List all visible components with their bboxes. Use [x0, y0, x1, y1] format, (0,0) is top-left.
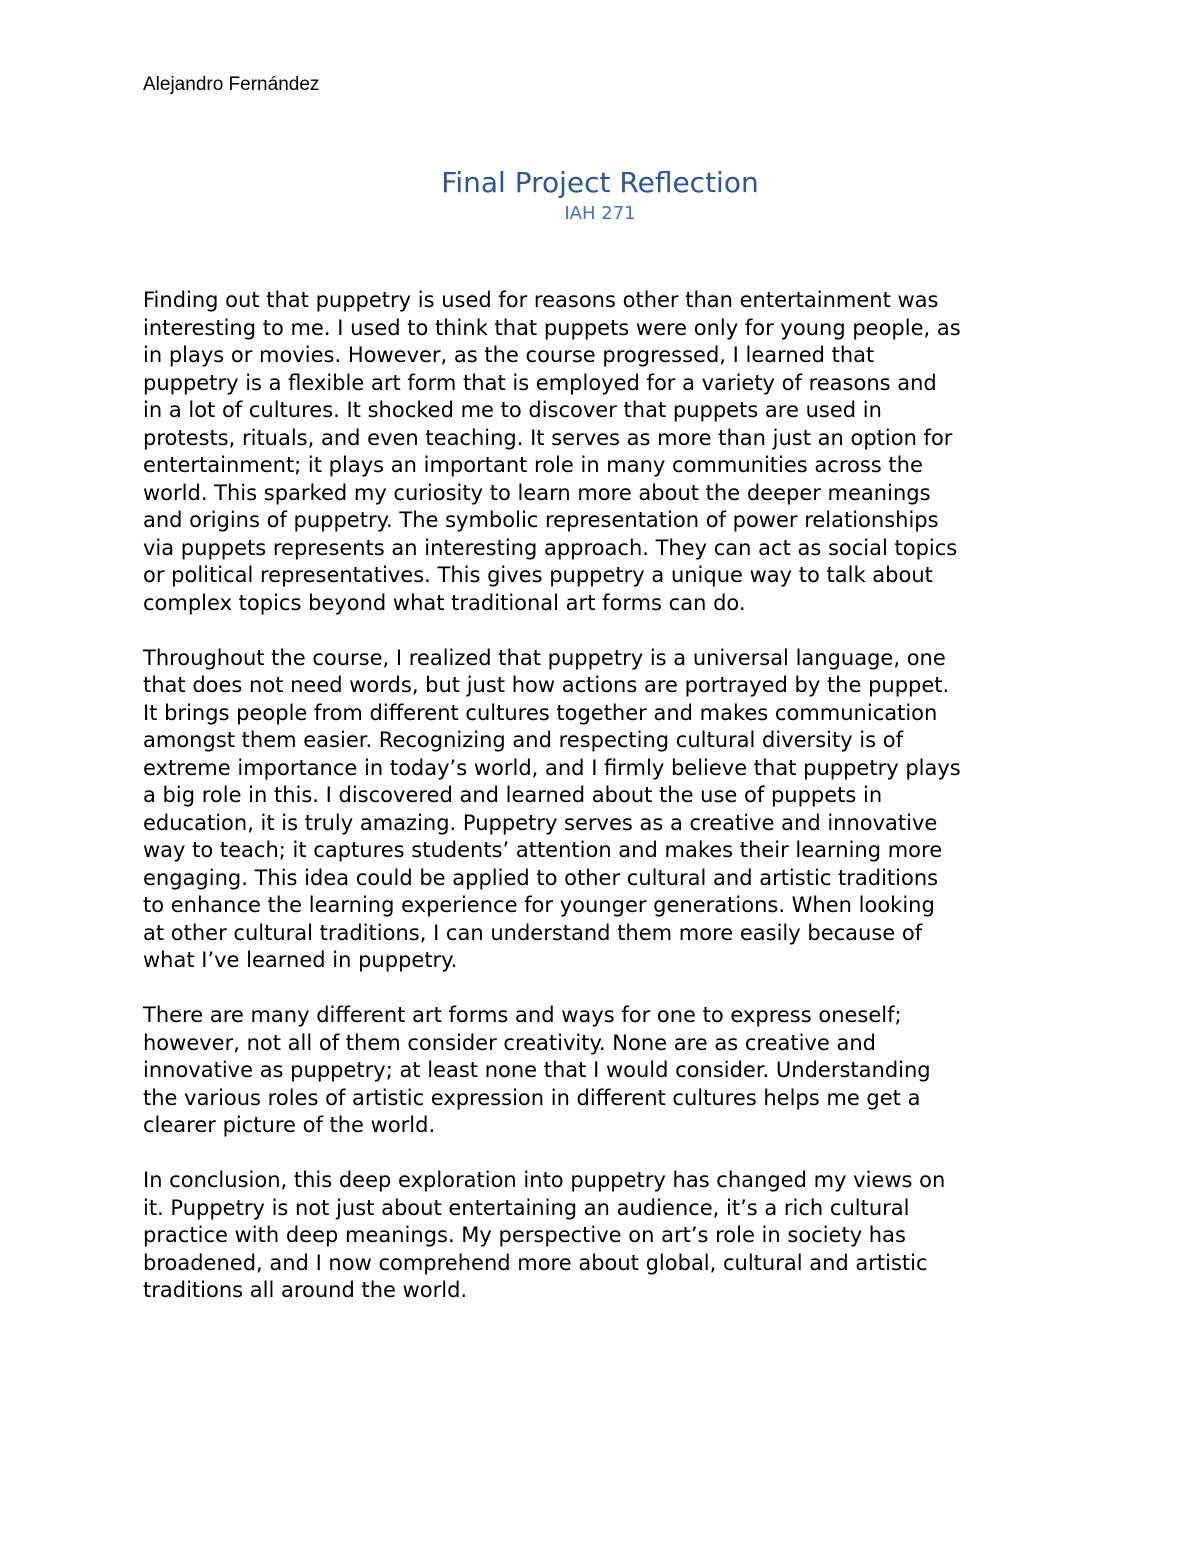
paragraph-line: In conclusion, this deep exploration into puppetry has changed my views on [143, 1168, 946, 1192]
title-block [0, 164, 1200, 226]
paragraph-line: protests, rituals, and even teaching. It serves as more than just an option for [143, 425, 953, 450]
paragraph-line: via puppets represents an interesting approach. They can act as social topics [143, 535, 958, 560]
paragraph-line: however, not all of them consider creativity. None are as creative and [143, 1030, 876, 1055]
document-title: Final Project Reflection [441, 166, 759, 199]
body-paragraph [143, 287, 1073, 617]
paragraph-line: extreme importance in today’s world, and I firmly believe that puppetry plays [143, 755, 961, 780]
paragraph-line: in a lot of cultures. It shocked me to discover that puppets are used in [143, 398, 882, 422]
paragraph-line: entertainment; it plays an important role in many communities across the [143, 453, 923, 477]
paragraph-line: at other cultural traditions, I can understand them more easily because of [143, 920, 923, 945]
paragraph-line: clearer picture of the world. [143, 1113, 436, 1137]
paragraph-line: It brings people from different cultures together and makes communication [143, 700, 938, 725]
paragraph-line: There are many different art forms and ways for one to express oneself; [143, 1003, 902, 1027]
paragraph-line: interesting to me. I used to think that puppets were only for young people, as [143, 315, 961, 340]
document-body [143, 287, 1073, 1332]
paragraph-line: or political representatives. This gives puppetry a unique way to talk about [143, 563, 933, 587]
document-subtitle: IAH 271 [564, 203, 636, 224]
paragraph-line: the various roles of artistic expression in different cultures helps me get a [143, 1085, 921, 1110]
paragraph-line: education, it is truly amazing. Puppetry serves as a creative and innovative [143, 810, 938, 835]
paragraph-line: way to teach; it captures students’ attention and makes their learning more [143, 838, 943, 862]
paragraph-line: engaging. This idea could be applied to other cultural and artistic traditions [143, 865, 939, 890]
paragraph-line: a big role in this. I discovered and learned about the use of puppets in [143, 783, 883, 807]
body-paragraph [143, 1002, 1073, 1140]
paragraph-line: practice with deep meanings. My perspective on art’s role in society has [143, 1223, 906, 1247]
body-paragraph [143, 1167, 1073, 1305]
paragraph-line: innovative as puppetry; at least none that I would consider. Understanding [143, 1058, 931, 1082]
paragraph-line: Throughout the course, I realized that puppetry is a universal language, one [143, 645, 946, 670]
paragraph-line: broadened, and I now comprehend more about global, cultural and artistic [143, 1250, 928, 1275]
paragraph-line: world. This sparked my curiosity to learn more about the deeper meanings [143, 480, 931, 505]
paragraph-line: that does not need words, but just how actions are portrayed by the puppet. [143, 673, 950, 697]
body-paragraph [143, 645, 1073, 975]
paragraph-line: amongst them easier. Recognizing and respecting cultural diversity is of [143, 728, 903, 752]
paragraph-line: to enhance the learning experience for younger generations. When looking [143, 893, 935, 917]
paragraph-line: Finding out that puppetry is used for reasons other than entertainment was [143, 288, 939, 312]
paragraph-line: traditions all around the world. [143, 1278, 468, 1302]
paragraph-line: and origins of puppetry. The symbolic representation of power relationships [143, 508, 939, 532]
paragraph-line: complex topics beyond what traditional art forms can do. [143, 590, 746, 615]
paragraph-line: puppetry is a flexible art form that is employed for a variety of reasons and [143, 370, 937, 395]
author-name: Alejandro Fernández [143, 74, 320, 95]
paragraph-line: in plays or movies. However, as the course progressed, I learned that [143, 343, 875, 367]
paragraph-line: what I’ve learned in puppetry. [143, 948, 458, 972]
paragraph-line: it. Puppetry is not just about entertaining an audience, it’s a rich cultural [143, 1195, 910, 1220]
